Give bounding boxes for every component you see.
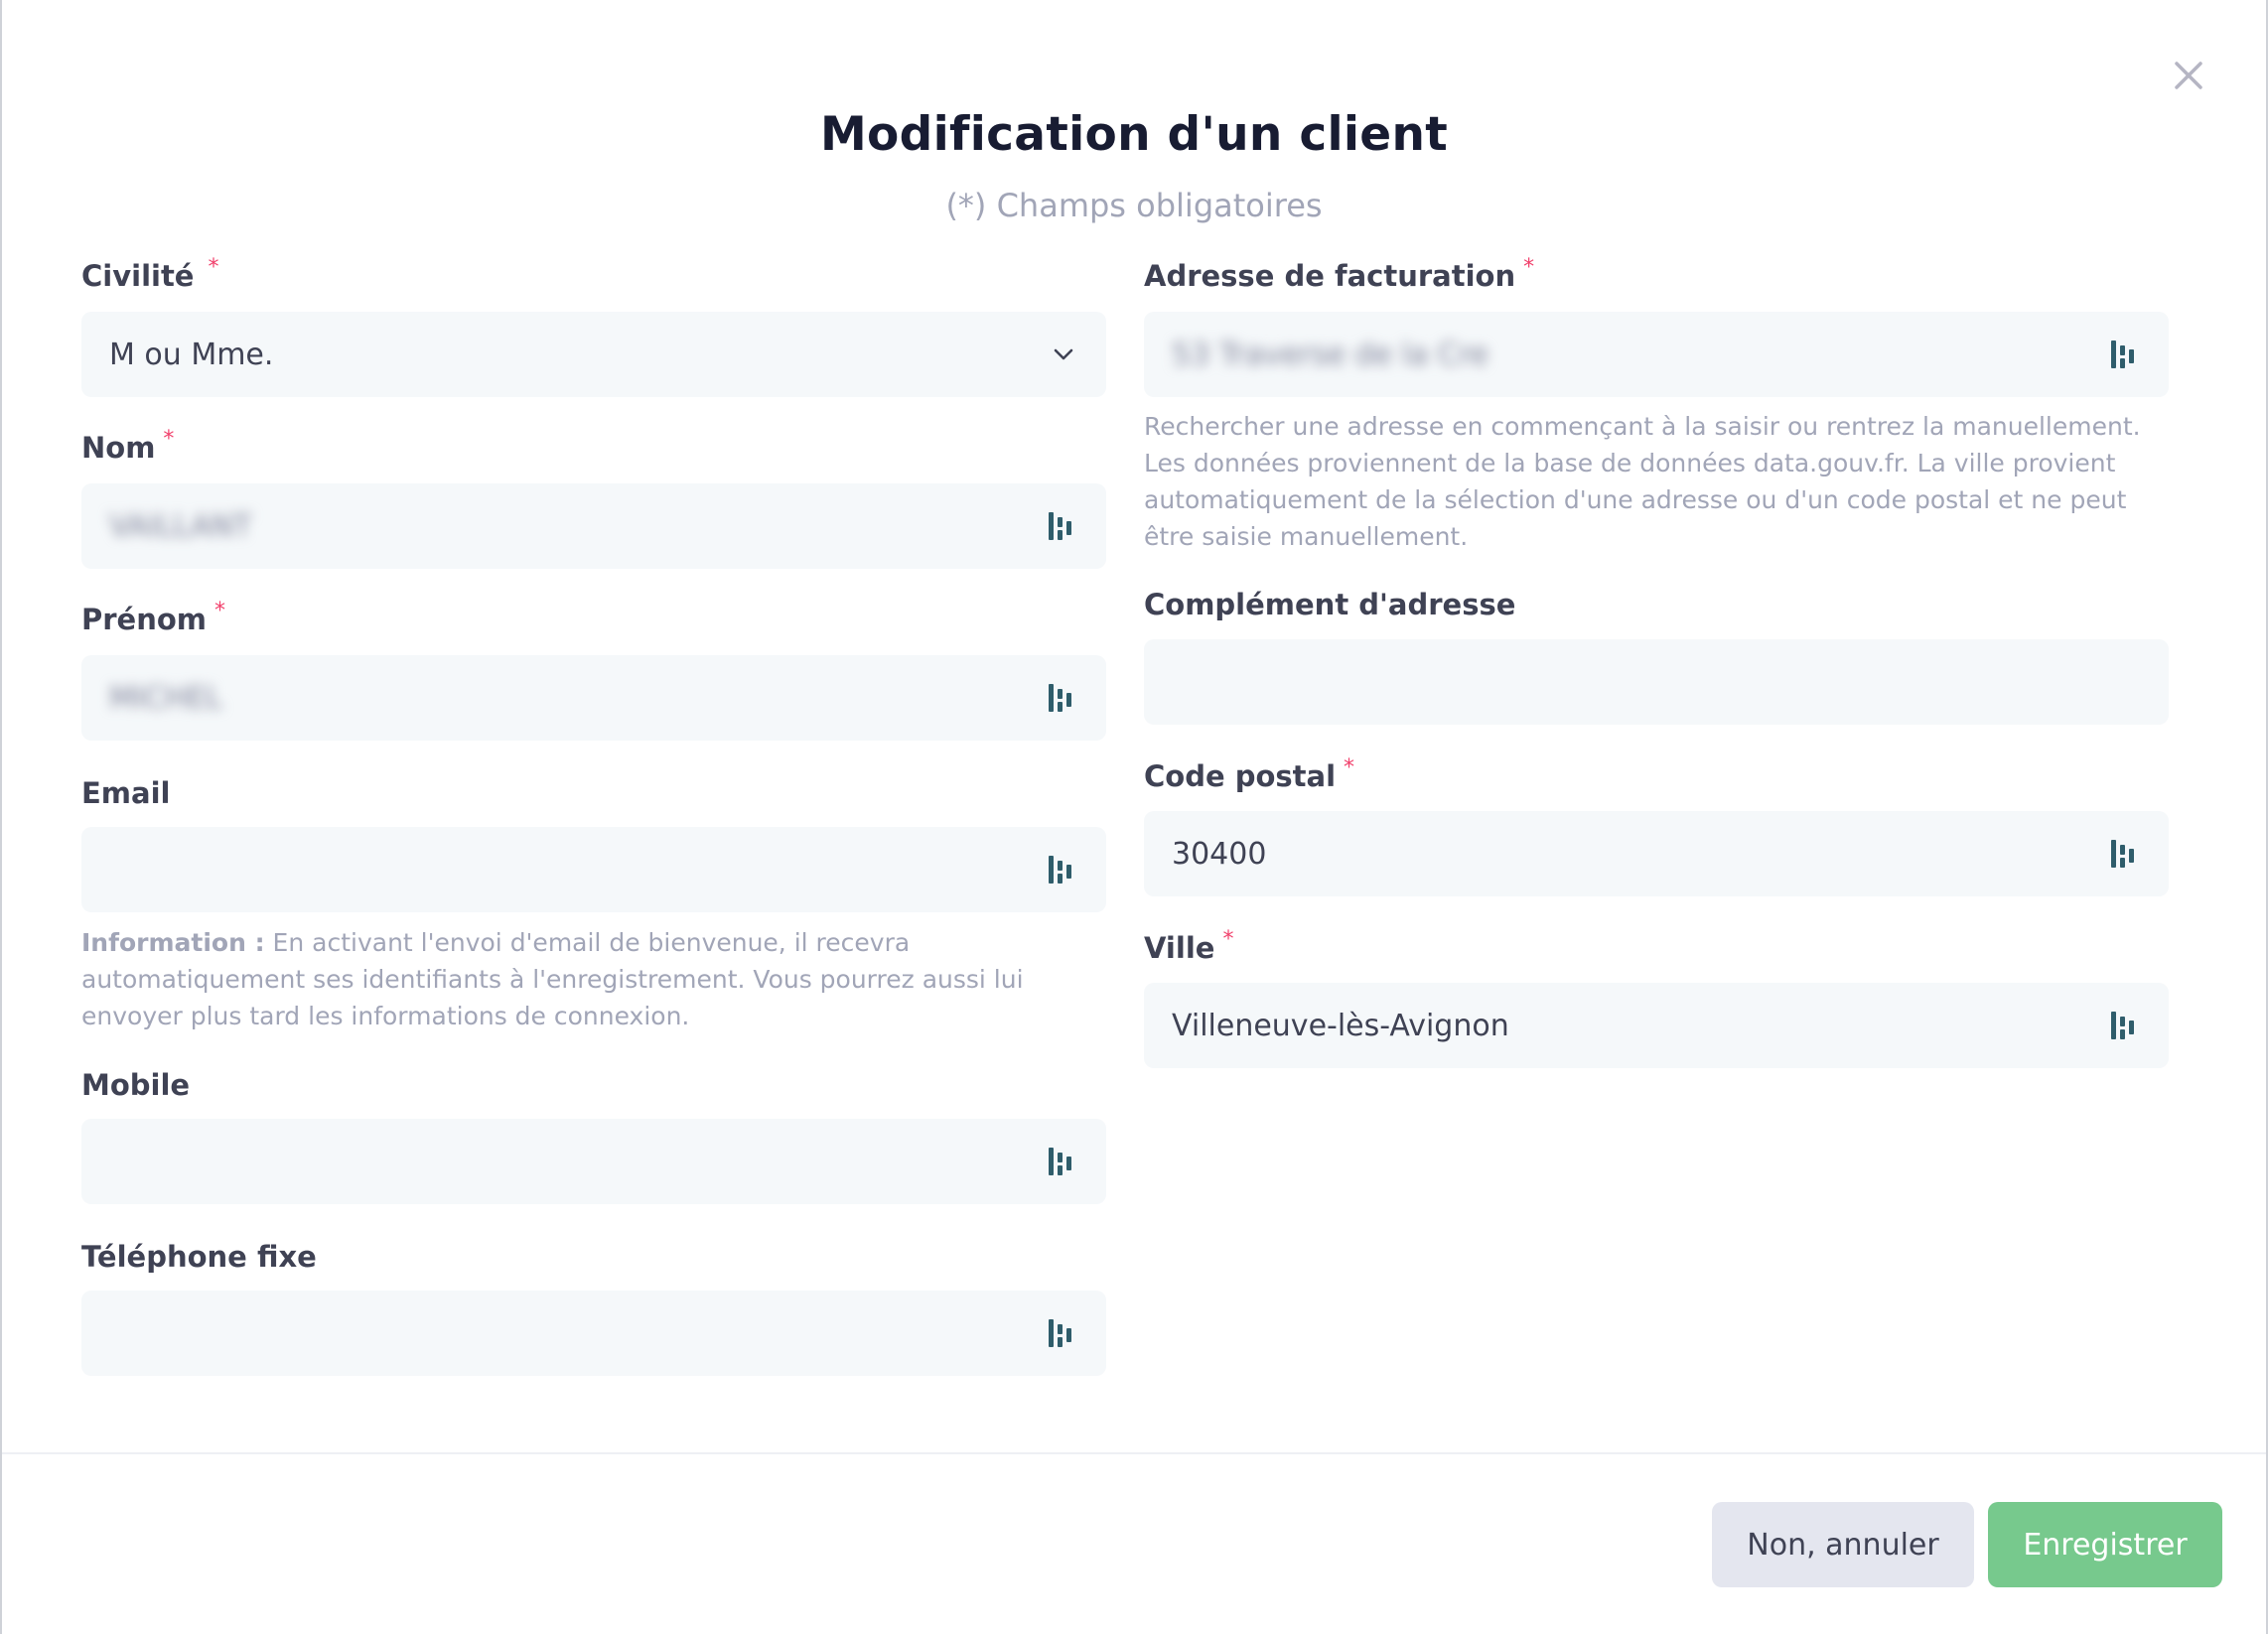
telephone-label: Téléphone fixe xyxy=(81,1240,317,1274)
chevron-down-icon xyxy=(1049,340,1078,369)
email-info-bold: Information : xyxy=(81,928,265,957)
prenom-input[interactable] xyxy=(81,655,1106,741)
email-info-text: Information : En activant l'envoi d'email de bienvenue, il recevra automatiquement ses identifiants à l'enregistrement. Vous pourrez aussi lui envoyer plus tard les informations de connexion. xyxy=(81,928,1024,1030)
keyboard-shortcut-icon[interactable] xyxy=(1047,1145,1078,1178)
adresse-help-text: Rechercher une adresse en commençant à la saisir ou rentrez la manuellement. Les données proviennent de la base de données data.gouv.fr. La ville provient automatiquement de la sélection d'une adresse ou d'un code postal et ne peut être saisie manuellement. xyxy=(1144,412,2141,551)
keyboard-shortcut-icon[interactable] xyxy=(2109,1009,2141,1042)
complement-label: Complément d'adresse xyxy=(1144,588,1516,621)
close-button[interactable] xyxy=(2169,56,2208,95)
telephone-input[interactable] xyxy=(81,1291,1106,1376)
footer-divider xyxy=(2,1452,2266,1454)
ville-input[interactable] xyxy=(1144,983,2169,1068)
code-postal-label: Code postal * xyxy=(1144,755,1355,793)
prenom-label: Prénom * xyxy=(81,599,226,636)
modal-subtitle: (*) Champs obligatoires xyxy=(945,187,1323,224)
civilite-value: M ou Mme. xyxy=(109,337,274,372)
prenom-value: MICHEL xyxy=(109,680,222,716)
keyboard-shortcut-icon[interactable] xyxy=(2109,837,2141,871)
keyboard-shortcut-icon[interactable] xyxy=(1047,1316,1078,1350)
required-marker: * xyxy=(208,255,219,280)
email-input[interactable] xyxy=(81,827,1106,912)
code-postal-value: 30400 xyxy=(1172,836,1267,872)
adresse-label: Adresse de facturation * xyxy=(1144,255,1535,293)
civilite-label: Civilité * xyxy=(81,255,219,293)
mobile-input[interactable] xyxy=(81,1119,1106,1204)
ville-label: Ville * xyxy=(1144,927,1234,965)
required-marker: * xyxy=(1222,927,1234,952)
cancel-button[interactable]: Non, annuler xyxy=(1712,1502,1974,1587)
code-postal-input[interactable] xyxy=(1144,811,2169,896)
adresse-value: 53 Traverse de la Cre xyxy=(1172,337,1488,372)
required-marker: * xyxy=(1523,255,1535,280)
civilite-select[interactable] xyxy=(81,312,1106,397)
required-marker: * xyxy=(214,599,226,623)
keyboard-shortcut-icon[interactable] xyxy=(2109,338,2141,371)
close-icon xyxy=(2169,56,2208,95)
ville-value: Villeneuve-lès-Avignon xyxy=(1172,1008,1509,1043)
modal-title: Modification d'un client xyxy=(819,107,1449,162)
nom-label: Nom * xyxy=(81,427,175,465)
required-marker: * xyxy=(1344,755,1355,780)
adresse-input[interactable] xyxy=(1144,312,2169,397)
keyboard-shortcut-icon[interactable] xyxy=(1047,509,1078,543)
nom-value: VAILLANT xyxy=(109,508,252,544)
mobile-label: Mobile xyxy=(81,1068,191,1102)
required-marker: * xyxy=(163,427,175,452)
save-button[interactable]: Enregistrer xyxy=(1988,1502,2222,1587)
nom-input[interactable] xyxy=(81,483,1106,569)
keyboard-shortcut-icon[interactable] xyxy=(1047,681,1078,715)
email-label: Email xyxy=(81,776,171,810)
complement-input[interactable] xyxy=(1144,639,2169,725)
keyboard-shortcut-icon[interactable] xyxy=(1047,853,1078,886)
